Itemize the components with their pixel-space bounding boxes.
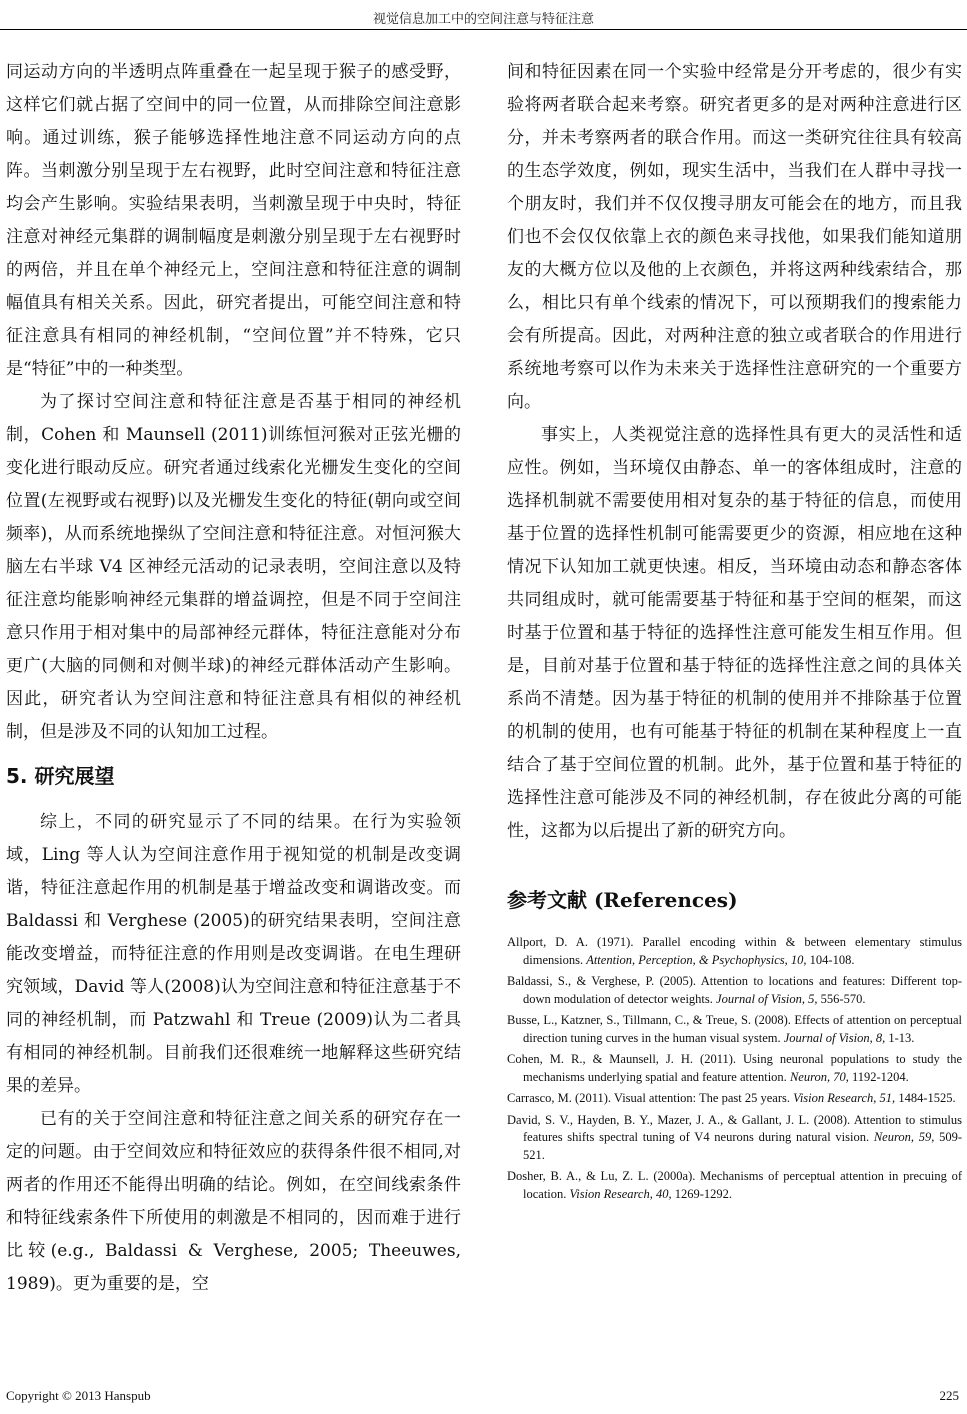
page-number: 225 xyxy=(939,1388,959,1403)
reference-authors-title: Busse, L., Katzner, S., Tillmann, C., & Treue, S. (2008). Effects of attention on perceptual direction tuning curves in the human visual system. xyxy=(507,1013,962,1045)
section-title: 5. 研究展望 xyxy=(6,764,115,788)
reference-pages: 1484-1525. xyxy=(895,1091,956,1105)
right-column xyxy=(507,56,962,1207)
reference-journal: Vision Research, 51, xyxy=(793,1091,896,1105)
reference-item xyxy=(507,1012,962,1047)
reference-list xyxy=(507,934,962,1203)
running-header: 视觉信息加工中的空间注意与特征注意 xyxy=(372,12,594,27)
reference-pages: 1-13. xyxy=(885,1030,915,1045)
reference-authors-title: Carrasco, M. (2011). Visual attention: The past 25 years. xyxy=(507,1091,794,1105)
reference-journal: Neuron, 59, xyxy=(873,1130,935,1144)
reference-item xyxy=(507,1112,962,1165)
reference-journal: Neuron, 70, xyxy=(789,1069,849,1084)
reference-pages: 556-570. xyxy=(817,991,866,1006)
reference-item xyxy=(507,1168,962,1203)
reference-authors-title: Cohen, M. R., & Maunsell, J. H. (2011). Using neuronal populations to study the mechanisms underlying spatial and feature attention. xyxy=(507,1052,962,1084)
paragraph-summary: 综上，不同的研究显示了不同的结果。在行为实验领域，Ling 等人认为空间注意作用于视知觉的机制是改变调谐，特征注意起作用的机制是基于增益改变和调谐改变。而 Baldassi 和 Verghese (2005)的研究结果表明，空间注意能改变增益，而特征注意的作用则是改变调谐。在电生理研究领域，David 等人(2008)认为空间注意和特征注意基于不同的神经机制，而 Patzwahl 和 Treue (2009)认为二者具有相同的神经机制。目前我们还很难统一地解释这些研究结果的差异。 xyxy=(6,812,461,1096)
reference-authors-title: Dosher, B. A., & Lu, Z. L. (2000a). Mechanisms of perceptual attention in precuing of location. xyxy=(507,1169,962,1201)
reference-item xyxy=(507,1090,962,1108)
reference-journal: Journal of Vision, 8, xyxy=(783,1030,886,1045)
paragraph-cohen-maunsell: 为了探讨空间注意和特征注意是否基于相同的神经机制，Cohen 和 Maunsell (2011)训练恒河猴对正弦光栅的变化进行眼动反应。研究者通过线索化光栅发生变化的空间位置(左视野或右视野)以及光栅发生变化的特征(朝向或空间频率)，从而系统地操纵了空间注意和特征注意。对恒河猴大脑左右半球 V4 区神经元活动的记录表明，空间注意以及特征注意均能影响神经元集群的增益调控，但是不同于空间注意只作用于相对集中的局部神经元群体，特征注意能对分布更广(大脑的同侧和对侧半球)的神经元群体活动产生影响。因此，研究者认为空间注意和特征注意具有相似的神经机制，但是涉及不同的认知加工过程。 xyxy=(6,392,461,742)
paragraph-continued: 同运动方向的半透明点阵重叠在一起呈现于猴子的感受野，这样它们就占据了空间中的同一位置，从而排除空间注意影响。通过训练，猴子能够选择性地注意不同运动方向的点阵。当刺激分别呈现于左右视野，此时空间注意和特征注意均会产生影响。实验结果表明，当刺激呈现于中央时，特征注意对神经元集群的调制幅度是刺激分别呈现于左右视野时的两倍，并且在单个神经元上，空间注意和特征注意的调制幅值具有相关关系。因此，研究者提出，可能空间注意和特征注意具有相同的神经机制，“空间位置”并不特殊，它只是“特征”中的一种类型。 xyxy=(6,62,461,379)
paragraph-continued-right: 间和特征因素在同一个实验中经常是分开考虑的，很少有实验将两者联合起来考察。研究者更多的是对两种注意进行区分，并未考察两者的联合作用。而这一类研究往往具有较高的生态学效度，例如，现实生活中，当我们在人群中寻找一个朋友时，我们并不仅仅搜寻朋友可能会在的地方，而且我们也不会仅仅依靠上衣的颜色来寻找他，如果我们能知道朋友的大概方位以及他的上衣颜色，并将这两种线索结合，那么，相比只有单个线索的情况下，可以预期我们的搜索能力会有所提高。因此，对两种注意的独立或者联合的作用进行系统地考察可以作为未来关于选择性注意研究的一个重要方向。 xyxy=(507,62,962,412)
reference-item xyxy=(507,934,962,969)
paragraph-problems: 已有的关于空间注意和特征注意之间关系的研究存在一定的问题。由于空间效应和特征效应的获得条件很不相同,对两者的作用还不能得出明确的结论。例如，在空间线索条件和特征线索条件下所使用的刺激是不相同的，因而难于进行比较(e.g., Baldassi & Verghese, 2005; Theeuwes, 1989)。更为重要的是，空 xyxy=(6,1109,461,1294)
reference-item xyxy=(507,1051,962,1086)
references-title: 参考文献 (References) xyxy=(507,888,738,912)
reference-journal: Vision Research, 40, xyxy=(569,1186,672,1201)
reference-journal: Journal of Vision, 5, xyxy=(716,991,818,1006)
reference-authors-title: Allport, D. A. (1971). Parallel encoding within & between elementary stimulus dimensions. xyxy=(507,935,962,967)
reference-authors-title: Baldassi, S., & Verghese, P. (2005). Attention to locations and features: Different top-down modulation of detector weights. xyxy=(507,974,962,1006)
reference-pages: 104-108. xyxy=(806,952,855,967)
header-rule xyxy=(0,29,967,30)
reference-item xyxy=(507,973,962,1008)
paragraph-flexibility: 事实上，人类视觉注意的选择性具有更大的灵活性和适应性。例如，当环境仅由静态、单一的客体组成时，注意的选择机制就不需要使用相对复杂的基于特征的信息，而使用基于位置的选择性机制可能需要更少的资源，相应地在这种情况下认知加工就更快速。相反，当环境由动态和静态客体共同组成时，就可能需要基于特征和基于空间的框架，而这时基于位置和基于特征的选择性注意可能发生相互作用。但是，目前对基于位置和基于特征的选择性注意之间的具体关系尚不清楚。因为基于特征的机制的使用并不排除基于位置的机制的使用，也有可能基于特征的机制在某种程度上一直结合了基于空间位置的机制。此外，基于位置和基于特征的选择性注意可能涉及不同的神经机制，存在彼此分离的可能性，这都为以后提出了新的研究方向。 xyxy=(507,425,962,841)
reference-pages: 1192-1204. xyxy=(848,1069,909,1084)
footer-copyright: Copyright © 2013 Hanspub xyxy=(6,1388,151,1403)
left-column xyxy=(6,56,461,1301)
reference-journal: Attention, Perception, & Psychophysics, 10, xyxy=(586,952,807,967)
reference-pages: 509-521. xyxy=(523,1130,962,1162)
reference-pages: 1269-1292. xyxy=(671,1186,733,1201)
reference-authors-title: David, S. V., Hayden, B. Y., Mazer, J. A., & Gallant, J. L. (2008). Attention to stimulus features shifts spectral tuning of V4 neurons during natural vision. xyxy=(507,1112,962,1144)
